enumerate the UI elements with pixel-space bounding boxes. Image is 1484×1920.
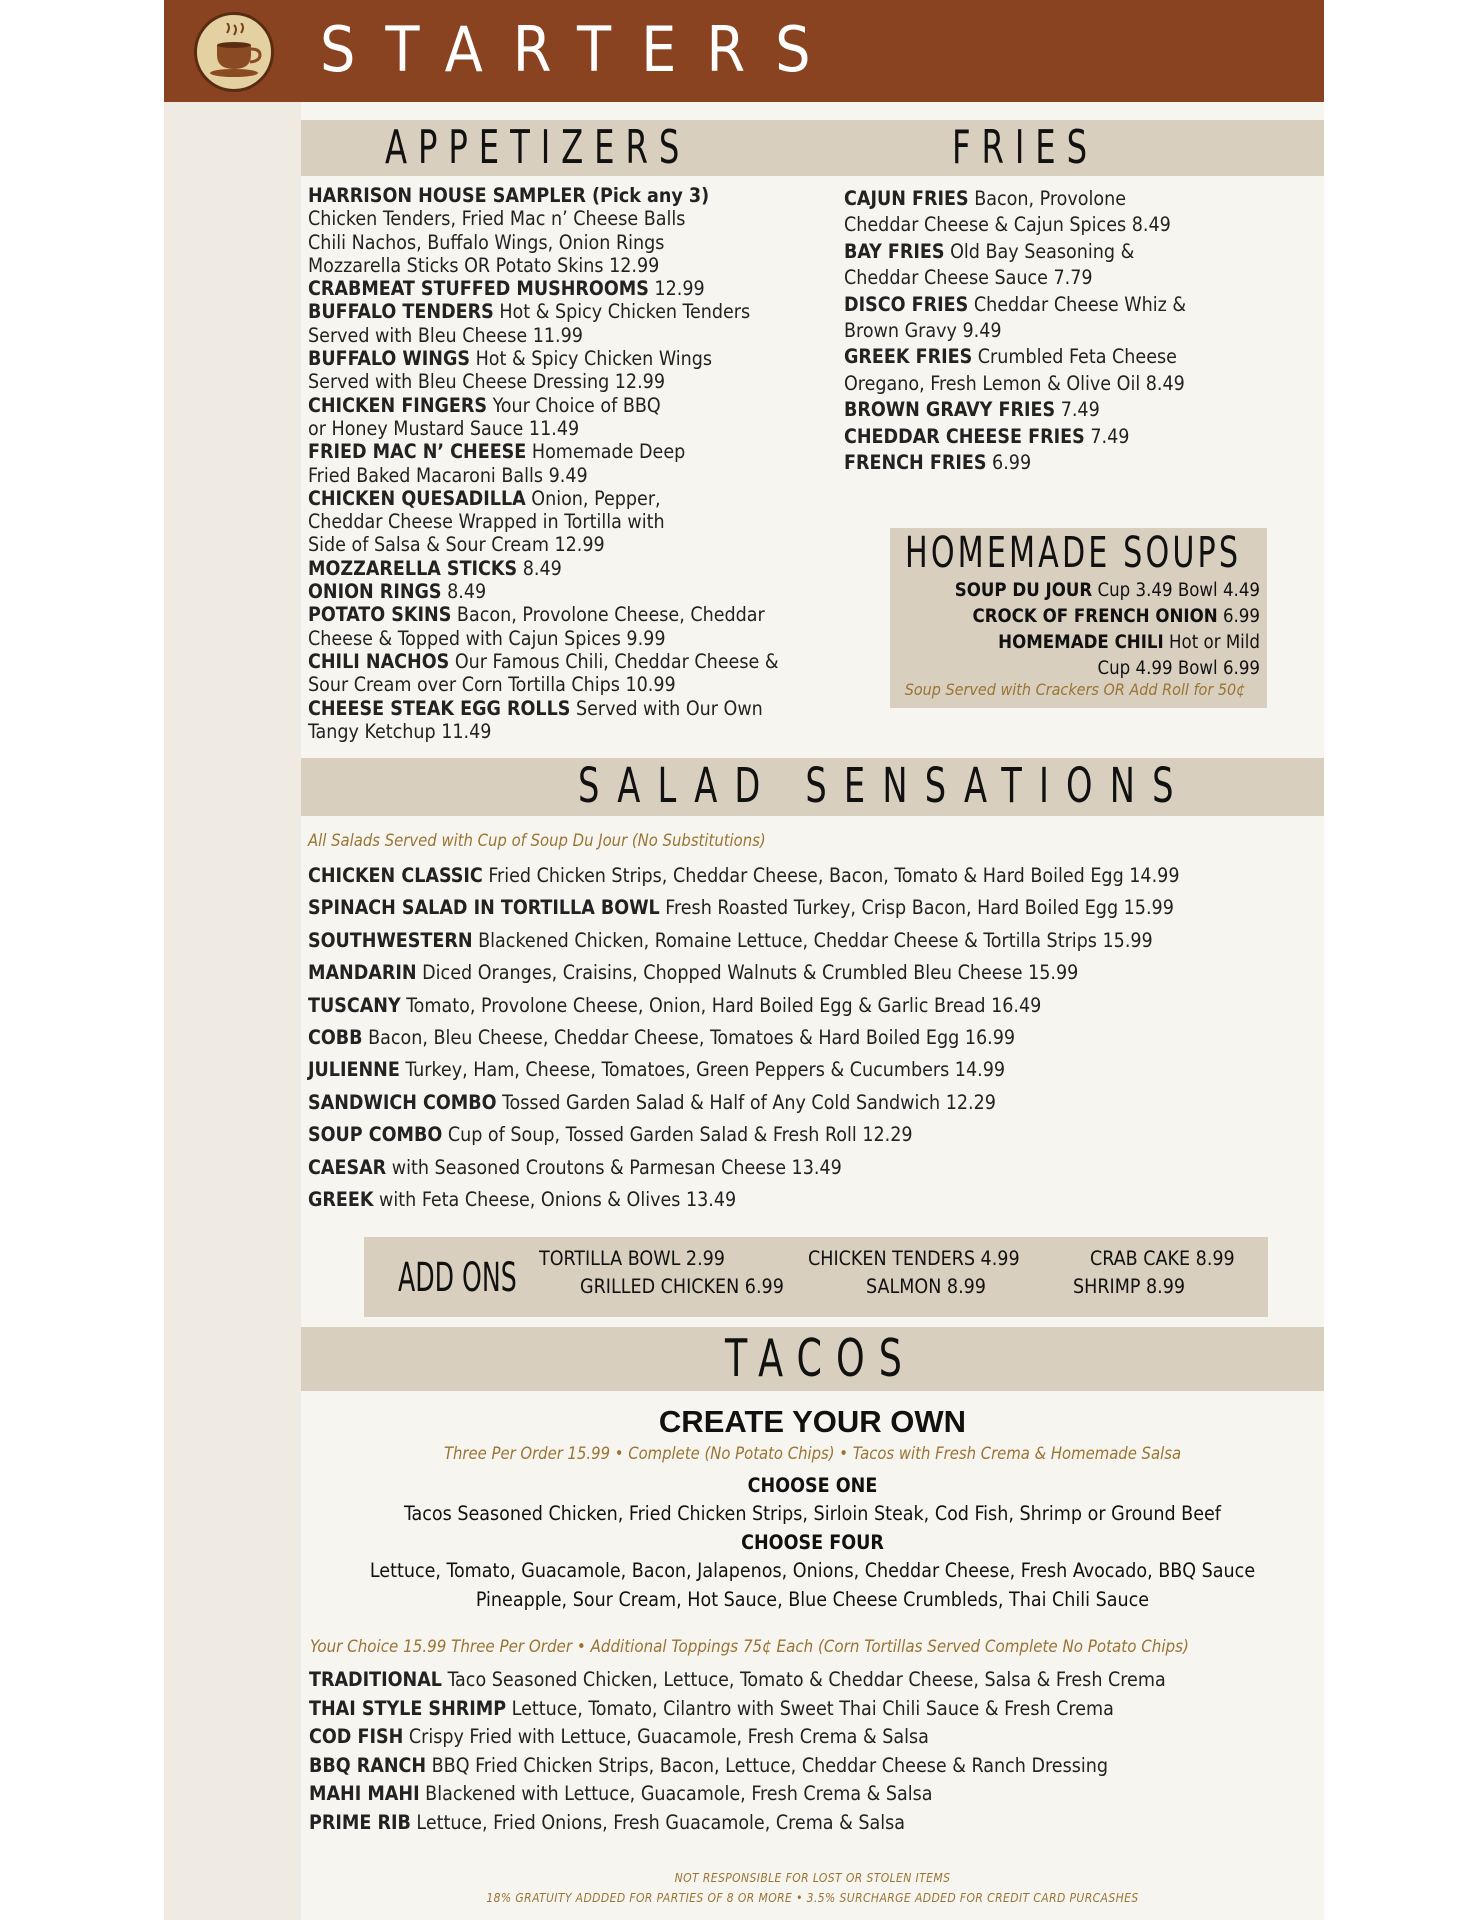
- create-your-own-heading: CREATE YOUR OWN: [658, 1404, 967, 1439]
- salad-list: [308, 860, 1180, 1216]
- coffee-cup-icon: [194, 12, 274, 92]
- menu-line: Cheddar Cheese & Cajun Spices 8.49: [844, 213, 1171, 237]
- menu-line: MANDARIN Diced Oranges, Craisins, Chopped Walnuts & Crumbled Bleu Cheese 15.99: [308, 961, 1079, 985]
- menu-line: COBB Bacon, Bleu Cheese, Cheddar Cheese, Tomatoes & Hard Boiled Egg 16.99: [308, 1026, 1016, 1050]
- menu-line: SOUP DU JOUR Cup 3.49 Bowl 4.49: [954, 580, 1260, 601]
- menu-line: CHICKEN CLASSIC Fried Chicken Strips, Cheddar Cheese, Bacon, Tomato & Hard Boiled Egg 14.99: [308, 864, 1180, 887]
- menu-line: CRABMEAT STUFFED MUSHROOMS 12.99: [308, 277, 705, 301]
- menu-line: Cheddar Cheese Wrapped in Tortilla with: [308, 510, 665, 534]
- addon-item: CRAB CAKE 8.99: [1090, 1247, 1235, 1270]
- menu-line: CAESAR with Seasoned Croutons & Parmesan Cheese 13.49: [308, 1155, 842, 1179]
- choose-four-text: Pineapple, Sour Cream, Hot Sauce, Blue Cheese Crumbleds, Thai Chili Sauce: [475, 1588, 1150, 1611]
- appetizers-list: [308, 184, 779, 743]
- page-title: STARTERS: [320, 13, 841, 86]
- menu-line: CAJUN FRIES Bacon, Provolone: [844, 187, 1127, 210]
- menu-line: HARRISON HOUSE SAMPLER (Pick any 3): [308, 184, 710, 207]
- menu-line: CROCK OF FRENCH ONION 6.99: [972, 606, 1260, 627]
- menu-line: COD FISH Crispy Fried with Lettuce, Guacamole, Fresh Crema & Salsa: [309, 1725, 929, 1749]
- menu-line: Chicken Tenders, Fried Mac n’ Cheese Balls: [308, 207, 686, 231]
- menu-line: SOUTHWESTERN Blackened Chicken, Romaine Lettuce, Cheddar Cheese & Tortilla Strips 15.99: [308, 928, 1153, 952]
- menu-line: DISCO FRIES Cheddar Cheese Whiz &: [844, 292, 1187, 316]
- addon-item: GRILLED CHICKEN 6.99: [580, 1275, 784, 1298]
- menu-line: Tangy Ketchup 11.49: [308, 719, 492, 743]
- menu-line: HOMEMADE CHILI Hot or Mild: [998, 632, 1260, 653]
- menu-line: GREEK with Feta Cheese, Onions & Olives 13.49: [308, 1188, 737, 1212]
- menu-line: Chili Nachos, Buffalo Wings, Onion Rings: [308, 230, 665, 254]
- menu-line: Served with Bleu Cheese 11.99: [308, 323, 583, 347]
- menu-line: PRIME RIB Lettuce, Fried Onions, Fresh Guacamole, Crema & Salsa: [309, 1810, 906, 1834]
- menu-line: Oregano, Fresh Lemon & Olive Oil 8.49: [844, 371, 1185, 395]
- menu-line: Cheese & Topped with Cajun Spices 9.99: [308, 626, 666, 650]
- menu-line: MAHI MAHI Blackened with Lettuce, Guacamole, Fresh Crema & Salsa: [309, 1782, 933, 1806]
- menu-line: CHEDDAR CHEESE FRIES 7.49: [844, 424, 1130, 448]
- menu-line: FRENCH FRIES 6.99: [844, 451, 1032, 475]
- soups-note: Soup Served with Crackers OR Add Roll for 50¢: [904, 680, 1246, 699]
- tacos-heading: TACOS: [725, 1329, 916, 1389]
- soups-list: [890, 578, 1260, 682]
- menu-line: JULIENNE Turkey, Ham, Cheese, Tomatoes, Green Peppers & Cucumbers 14.99: [308, 1058, 1006, 1082]
- choose-four-heading: CHOOSE FOUR: [741, 1531, 884, 1554]
- salad-note: All Salads Served with Cup of Soup Du Jour (No Substitutions): [308, 831, 766, 850]
- menu-line: Cheddar Cheese Sauce 7.79: [844, 266, 1093, 290]
- addons-heading: ADD ONS: [398, 1255, 517, 1301]
- menu-line: Fried Baked Macaroni Balls 9.49: [308, 463, 588, 487]
- fries-heading: FRIES: [952, 120, 1099, 174]
- menu-line: CHILI NACHOS Our Famous Chili, Cheddar Cheese &: [308, 649, 779, 673]
- menu-line: THAI STYLE SHRIMP Lettuce, Tomato, Cilantro with Sweet Thai Chili Sauce & Fresh Crema: [309, 1696, 1114, 1720]
- menu-line: FRIED MAC N’ CHEESE Homemade Deep: [308, 440, 686, 464]
- menu-line: Mozzarella Sticks OR Potato Skins 12.99: [308, 253, 660, 277]
- choose-one-text: Tacos Seasoned Chicken, Fried Chicken Strips, Sirloin Steak, Cod Fish, Shrimp or Ground Beef: [404, 1502, 1221, 1525]
- addon-item: SHRIMP 8.99: [1073, 1275, 1186, 1298]
- menu-line: CHEESE STEAK EGG ROLLS Served with Our Own: [308, 696, 763, 720]
- menu-line: SOUP COMBO Cup of Soup, Tossed Garden Salad & Fresh Roll 12.29: [308, 1123, 913, 1147]
- choose-four-text: Lettuce, Tomato, Guacamole, Bacon, Jalapenos, Onions, Cheddar Cheese, Fresh Avocado, BBQ Sauce: [369, 1559, 1256, 1582]
- menu-line: POTATO SKINS Bacon, Provolone Cheese, Cheddar: [308, 603, 765, 627]
- choose-one-heading: CHOOSE ONE: [747, 1474, 878, 1497]
- menu-line: BROWN GRAVY FRIES 7.49: [844, 398, 1100, 422]
- menu-line: BBQ RANCH BBQ Fried Chicken Strips, Bacon, Lettuce, Cheddar Cheese & Ranch Dressing: [309, 1753, 1109, 1777]
- menu-line: Brown Gravy 9.49: [844, 319, 1002, 343]
- menu-line: GREEK FRIES Crumbled Feta Cheese: [844, 345, 1177, 369]
- menu-line: TUSCANY Tomato, Provolone Cheese, Onion, Hard Boiled Egg & Garlic Bread 16.49: [308, 993, 1042, 1017]
- fries-list: [844, 186, 1186, 476]
- addon-item: SALMON 8.99: [866, 1275, 986, 1298]
- salad-heading: SALAD SENSATIONS: [578, 758, 1191, 814]
- tacos-note: Three Per Order 15.99 • Complete (No Potato Chips) • Tacos with Fresh Crema & Homemade Salsa: [443, 1444, 1182, 1463]
- addon-item: TORTILLA BOWL 2.99: [539, 1247, 725, 1270]
- menu-line: BUFFALO WINGS Hot & Spicy Chicken Wings: [308, 347, 713, 371]
- tacos-list: [309, 1666, 1166, 1838]
- menu-line: CHICKEN QUESADILLA Onion, Pepper,: [308, 486, 661, 510]
- menu-line: MOZZARELLA STICKS 8.49: [308, 556, 562, 580]
- menu-line: or Honey Mustard Sauce 11.49: [308, 416, 580, 440]
- footer-disclaimer: NOT RESPONSIBLE FOR LOST OR STOLEN ITEMS: [674, 1871, 951, 1885]
- menu-line: Cup 4.99 Bowl 6.99: [1097, 658, 1260, 679]
- menu-line: Served with Bleu Cheese Dressing 12.99: [308, 370, 665, 394]
- menu-line: BUFFALO TENDERS Hot & Spicy Chicken Tenders: [308, 300, 751, 324]
- footer-surcharge: 18% GRATUITY ADDDED FOR PARTIES OF 8 OR MORE • 3.5% SURCHARGE ADDED FOR CREDIT CARD PURCASHES: [486, 1891, 1139, 1905]
- menu-line: SPINACH SALAD IN TORTILLA BOWL Fresh Roasted Turkey, Crisp Bacon, Hard Boiled Egg 15.99: [308, 896, 1174, 920]
- menu-line: ONION RINGS 8.49: [308, 580, 487, 604]
- appetizers-heading: APPETIZERS: [385, 120, 691, 174]
- soups-heading: HOMEMADE SOUPS: [905, 528, 1242, 578]
- menu-line: CHICKEN FINGERS Your Choice of BBQ: [308, 393, 661, 417]
- menu-line: SANDWICH COMBO Tossed Garden Salad & Half of Any Cold Sandwich 12.29: [308, 1090, 996, 1114]
- menu-line: Side of Salsa & Sour Cream 12.99: [308, 533, 605, 557]
- addon-item: CHICKEN TENDERS 4.99: [808, 1247, 1020, 1270]
- tacos-choice-note: Your Choice 15.99 Three Per Order • Additional Toppings 75¢ Each (Corn Tortillas Served Complete No Potato Chips): [310, 1636, 1189, 1656]
- menu-line: TRADITIONAL Taco Seasoned Chicken, Lettuce, Tomato & Cheddar Cheese, Salsa & Fresh Crema: [309, 1668, 1166, 1691]
- menu-line: Sour Cream over Corn Tortilla Chips 10.99: [308, 673, 676, 697]
- menu-line: BAY FRIES Old Bay Seasoning &: [844, 239, 1135, 263]
